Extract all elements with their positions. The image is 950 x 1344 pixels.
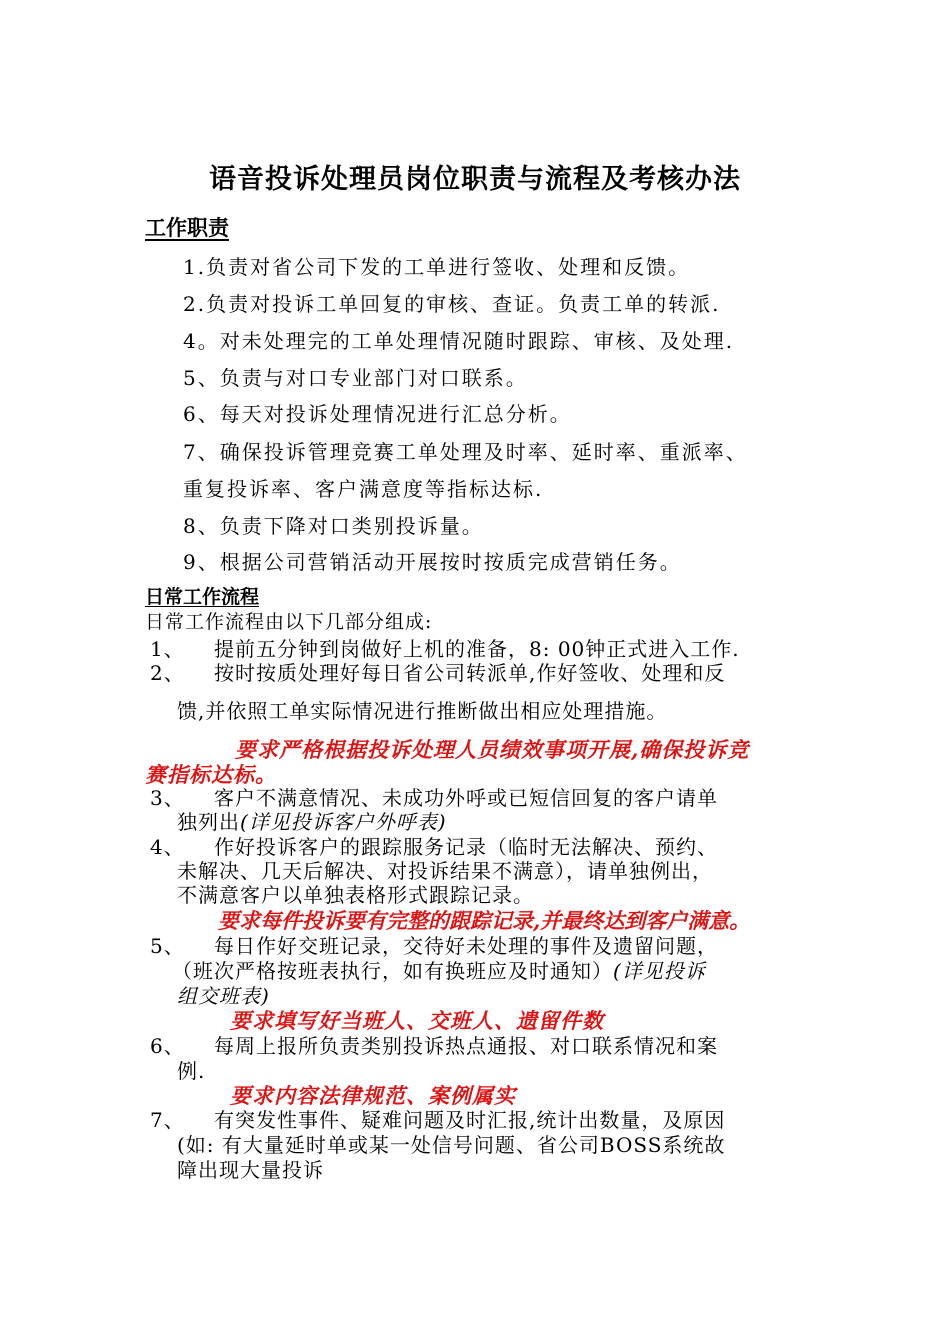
flow-text-continued: 障出现大量投诉 [177, 1158, 324, 1182]
flow-item-2 [150, 657, 725, 686]
flow-number: 6、 [150, 1034, 185, 1058]
duty-item: 1.负责对省公司下发的工单进行签收、处理和反馈。 [183, 255, 691, 279]
reference-note: (详见投诉 [613, 959, 706, 983]
flow-heading: 日常工作流程 [145, 586, 260, 608]
duties-heading: 工作职责 [145, 215, 229, 240]
flow-text-continued: 馈,并依照工单实际情况进行推断做出相应处理措施。 [177, 699, 668, 723]
reference-note: (详见投诉客户外呼表) [240, 810, 447, 834]
flow-text-continued: 例. [177, 1059, 206, 1083]
requirement-note: 要求内容法律规范、案例属实 [230, 1083, 516, 1108]
flow-text-continued: (如: 有大量延时单或某一处信号问题、省公司BOSS系统故 [177, 1133, 726, 1157]
flow-text: 每日作好交班记录，交待好未处理的事件及遗留问题， [214, 934, 718, 958]
flow-text-continued: 不满意客户以单独表格形式跟踪记录。 [177, 883, 534, 907]
flow-text: （班次严格按班表执行，如有换班应及时通知） [172, 959, 613, 983]
requirement-note: 要求填写好当班人、交班人、遗留件数 [230, 1008, 604, 1033]
duty-item: 6、每天对投诉处理情况进行汇总分析。 [183, 402, 572, 426]
flow-text: 独列出 [177, 810, 240, 834]
flow-number: 4、 [150, 835, 185, 859]
flow-text: 按时按质处理好每日省公司转派单,作好签收、处理和反 [214, 661, 726, 685]
flow-number: 5、 [150, 934, 185, 958]
flow-number: 1、 [150, 637, 185, 661]
flow-text: 客户不满意情况、未成功外呼或已短信回复的客户请单 [214, 786, 718, 810]
duty-item: 5、负责与对口专业部门对口联系。 [183, 366, 528, 390]
flow-text: 作好投诉客户的跟踪服务记录（临时无法解决、预约、 [214, 835, 718, 859]
requirement-note: 要求严格根据投诉处理人员绩效事项开展,确保投诉竞 [235, 737, 750, 762]
duty-item: 4。对未处理完的工单处理情况随时跟踪、审核、及处理. [183, 329, 735, 353]
duty-item: 2.负责对投诉工单回复的审核、查证。负责工单的转派. [183, 292, 721, 316]
requirement-note: 要求每件投诉要有完整的跟踪记录,并最终达到客户满意。 [218, 908, 751, 933]
flow-number: 3、 [150, 786, 185, 810]
reference-note-continued: 组交班表) [177, 984, 270, 1008]
flow-text: 有突发性事件、疑难问题及时汇报,统计出数量，及原因 [214, 1108, 726, 1132]
flow-item-6 [150, 1030, 718, 1059]
duty-item: 8、负责下降对口类别投诉量。 [183, 514, 484, 538]
flow-number: 7、 [150, 1108, 185, 1132]
flow-text: 提前五分钟到岗做好上机的准备，8: 00钟正式进入工作. [214, 637, 740, 661]
page-title: 语音投诉处理员岗位职责与流程及考核办法 [209, 164, 741, 195]
duty-item: 7、确保投诉管理竞赛工单处理及时率、延时率、重派率、 [183, 440, 748, 464]
flow-intro: 日常工作流程由以下几部分组成: [145, 611, 433, 633]
requirement-note-continued: 赛指标达标。 [145, 762, 277, 787]
flow-text-continued: 未解决、几天后解决、对投诉结果不满意），请单独例出， [177, 859, 713, 883]
flow-text: 每周上报所负责类别投诉热点通报、对口联系情况和案 [214, 1034, 718, 1058]
flow-number: 2、 [150, 661, 185, 685]
duty-item: 9、根据公司营销活动开展按时按质完成营销任务。 [183, 550, 682, 574]
duty-item-continued: 重复投诉率、客户满意度等指标达标. [183, 477, 544, 501]
